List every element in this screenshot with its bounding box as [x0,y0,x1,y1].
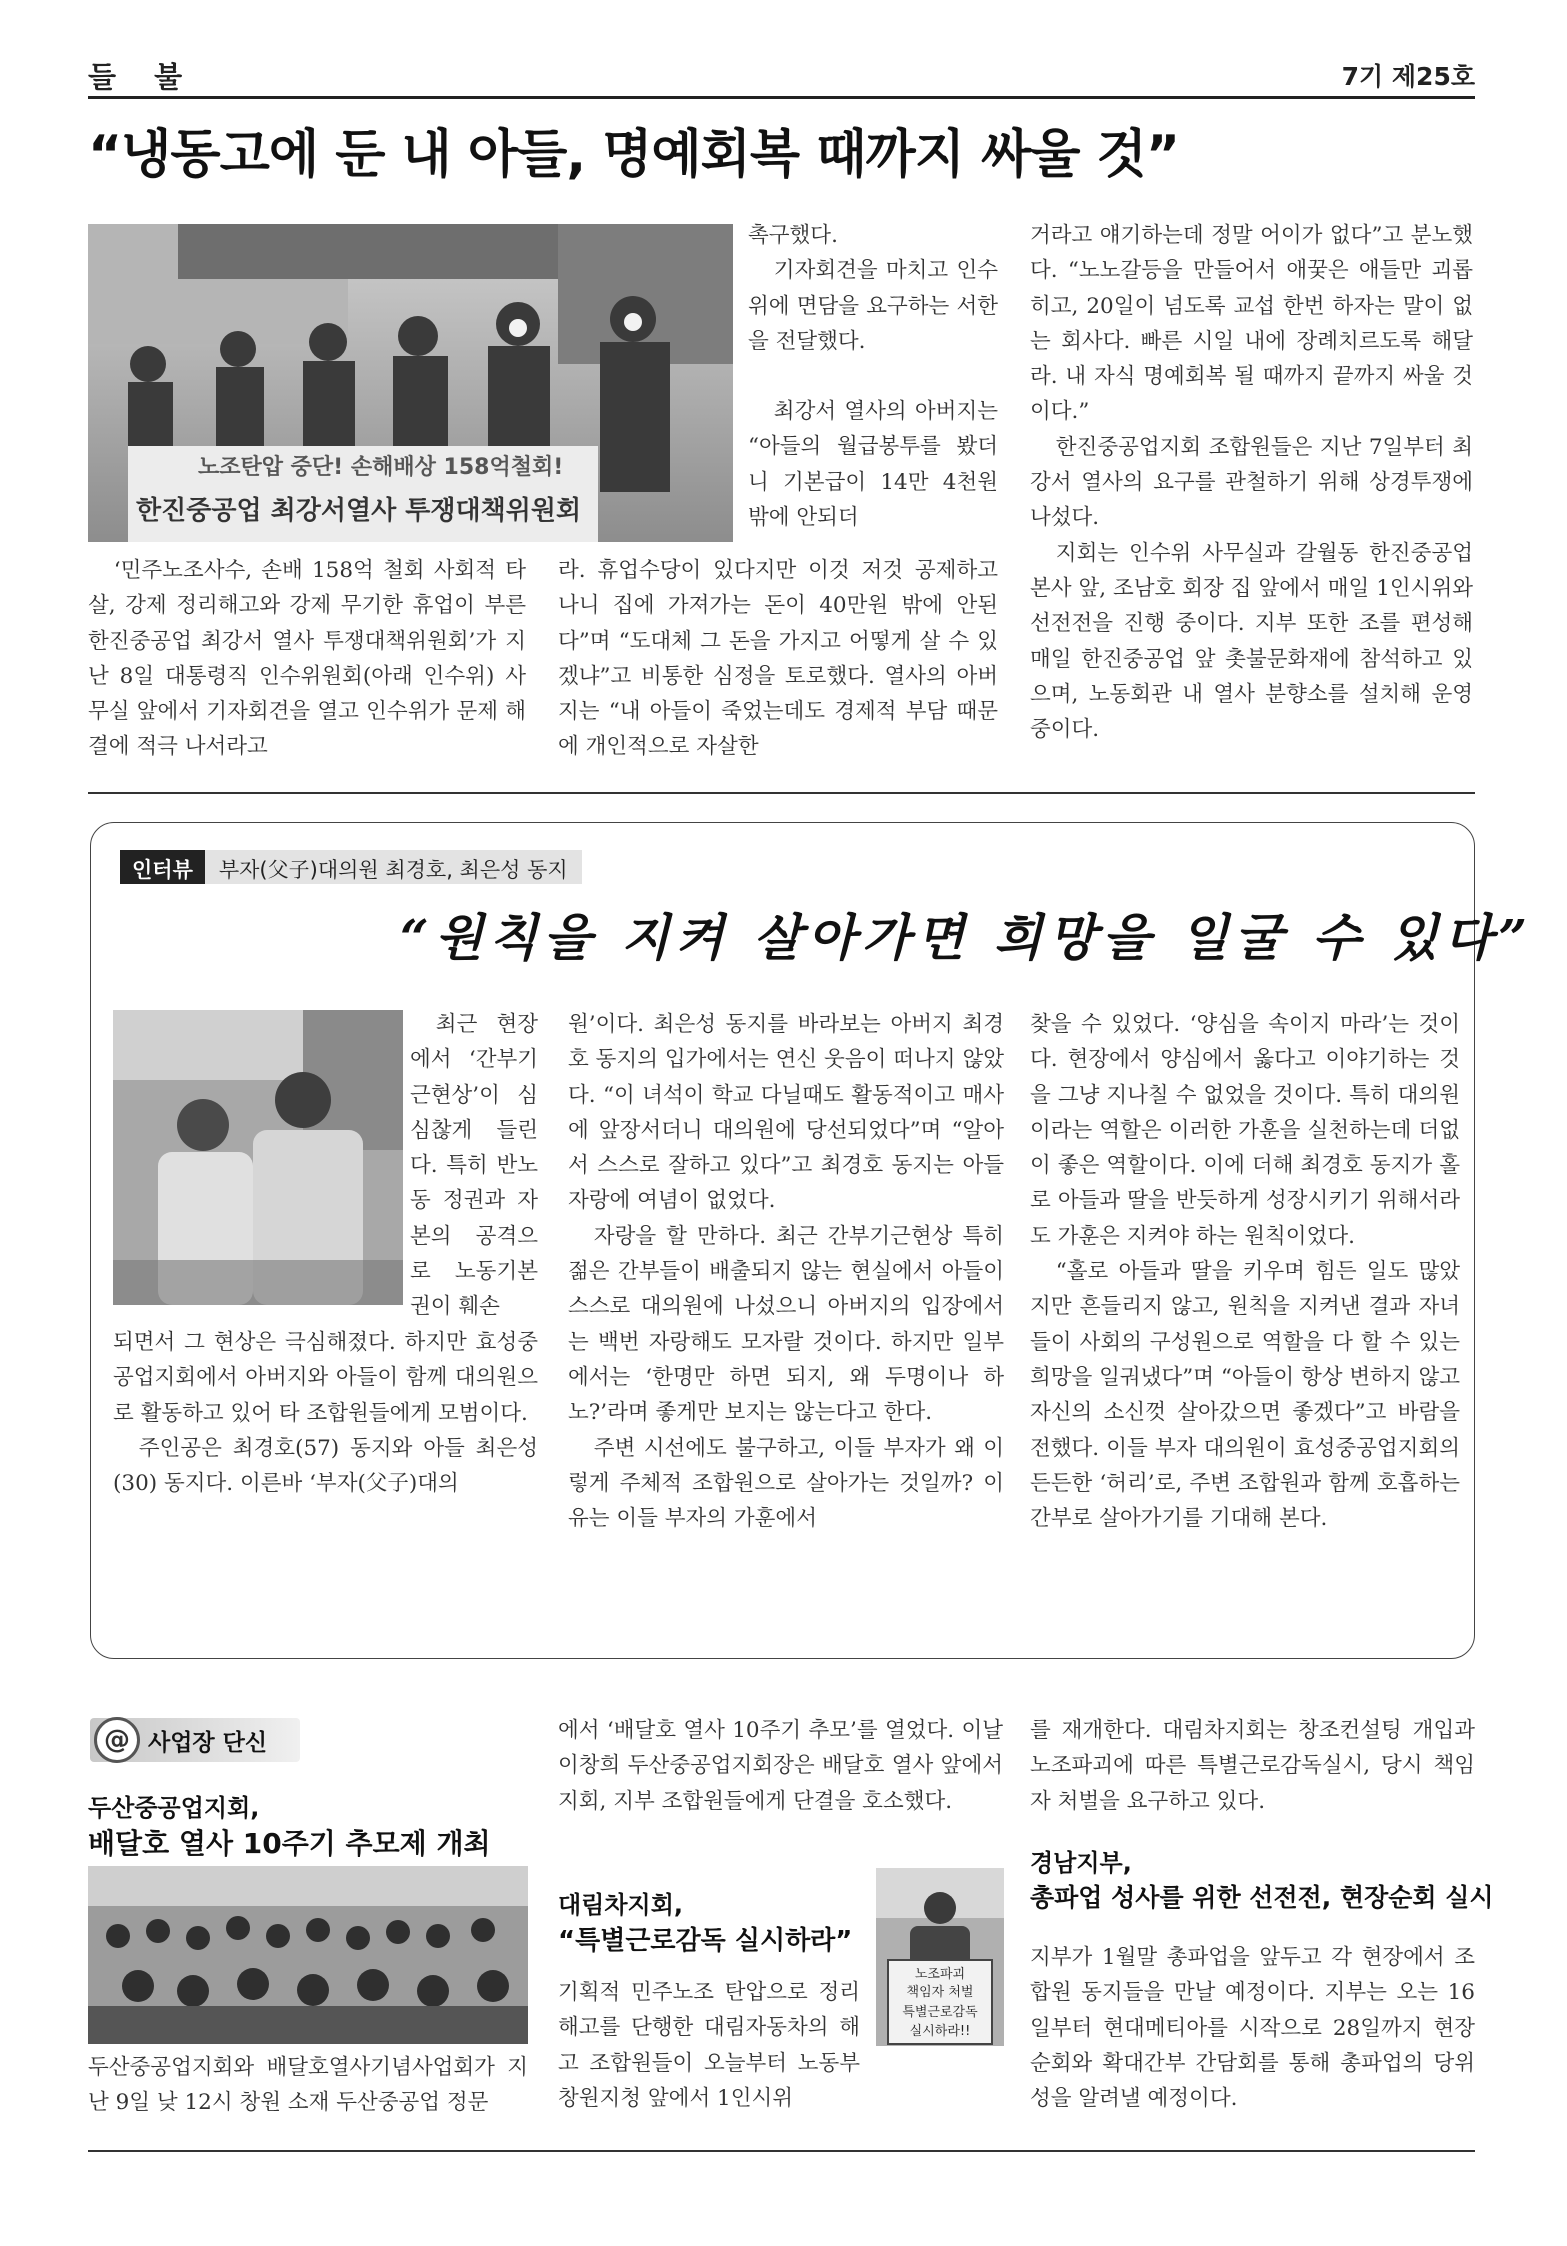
picket-photo [876,1868,1004,2046]
article1-col2-bottom: 라. 휴업수당이 있다지만 이것 저것 공제하고 나니 집에 가져가는 돈이 40만원 밖에 안된다”며 “도대체 그 돈을 가지고 어떻게 살 수 있겠냐”고 비통한 심정을 토로했다. 열사의 아버지는 “내 아들이 죽었는데도 경제적 부담 때문에 개인적으로 자살한 [558,558,998,760]
interview-label: 인터뷰 [120,850,205,884]
interview-col2: 원’이다. 최은성 동지를 바라보는 아버지 최경호 동지의 입가에서는 연신 웃음이 떠나지 않았다. “이 녀석이 학교 다닐때도 활동적이고 매사에 앞장서더니 대의원에 당선되었다”며 “알아서 스스로 잘하고 있다”고 최경호 동지는 아들 자랑에 여념이 없었다. 자랑을 할 만하다. 최근 간부기근현상 특히 젊은 간부들이 배출되지 않는 현실에서 아들이 스스로 대의원에 나섰으니 아버지의 입장에서는 백번 자랑해도 모자랄 것이다. 하지만 일부에서는 ‘한명만 하면 되지, 왜 두명이나 하노?’라며 좋게만 보지는 않는다고 한다. 주변 시선에도 불구하고, 이들 부자가 왜 이렇게 주체적 조합원으로 살아가는 것일까? 이유는 이들 부자의 가훈에서 [568,1012,1004,1532]
brief3-title-1: 경남지부, [1030,1849,1132,1877]
picket-sign-line-4: 실시하라!! [909,2024,971,2039]
brief1-title-2: 배달호 열사 10주기 추모제 개최 [88,1827,491,1860]
protest-photo-art [88,224,733,542]
issue-number: 7기 제25호 [1341,62,1475,91]
picket-photo-art [876,1868,1004,2046]
protest-photo [88,224,733,542]
brief1-title-1: 두산중공업지회, [88,1794,260,1822]
brief2-title-1: 대림차지회, [558,1891,684,1919]
brief2-text: 기획적 민주노조 탄압으로 정리해고를 단행한 대림자동차의 해고 조합원들이 오늘부터 노동부 창원지청 앞에서 1인시위 [558,1980,860,2111]
brief3-text: 지부가 1월말 총파업을 앞두고 각 현장에서 조합원 동지들을 만날 예정이다. 지부는 오는 16일부터 현대메티아를 시작으로 28일까지 현장순회와 확대간부 간담회를 통해 총파업의 당위성을 알려낼 예정이다. [1030,1945,1475,2112]
article1-col1: ‘민주노조사수, 손배 158억 철회 사회적 타살, 강제 정리해고와 강제 무기한 휴업이 부른 한진중공업 최강서 열사 투쟁대책위원회’가 지난 8일 대통령직 인수위원회(아래 인수위) 사무실 앞에서 기자회견을 열고 인수위가 문제 해결에 적극 나서라고 [88,558,526,760]
article1-col2-top: 촉구했다. 기자회견을 마치고 인수위에 면담을 요구하는 서한을 전달했다. 최강서 열사의 아버지는 “아들의 월급봉투를 봤더니 기본급이 14만 4천원 밖에 안되더 [748,223,998,531]
father-son-photo-art [113,1010,403,1305]
interview-col1-narrow: 최근 현장에서 ‘간부기근현상’이 심심찮게 들린다. 특히 반노동 정권과 자본의 공격으로 노동기본권이 훼손 [410,1012,538,1320]
father-son-photo [113,1010,403,1305]
paper-name: 들 불 [88,60,197,94]
protest-sign-1: 노조탄압 중단! 손해배상 158억철회! [198,455,564,480]
picket-sign-line-2: 책임자 처벌 [906,1985,974,2000]
article1-headline: “냉동고에 둔 내 아들, 명예회복 때까지 싸울 것” [88,125,1180,185]
brief1-text: 두산중공업지회와 배달호열사기념사업회가 지난 9일 낮 12시 창원 소재 두산중공업 정문 [88,2055,528,2116]
interview-quote: “원칙을 지켜 살아가면 희망을 일굴 수 있다” [400,908,1534,967]
interview-subject: 부자(父子)대의원 최경호, 최은성 동지 [205,850,582,884]
interview-col1-wide: 되면서 그 현상은 극심해졌다. 하지만 효성중공업지회에서 아버지와 아들이 함께 대의원으로 활동하고 있어 타 조합원들에게 모범이다. 주인공은 최경호(57) 동지와 아들 최은성(30) 동지다. 이른바 ‘부자(父子)대의 [113,1330,538,1497]
brief2-continued: 를 재개한다. 대림차지회는 창조컨설팅 개입과 노조파괴에 따른 특별근로감독실시, 당시 책임자 처벌을 요구하고 있다. [1030,1718,1475,1814]
brief3-title-2: 총파업 성사를 위한 선전전, 현장순회 실시 [1030,1883,1494,1912]
bottom-rule [88,2150,1475,2152]
briefs-section-label: 사업장 단신 [148,1729,268,1756]
memorial-photo [88,1866,528,2044]
at-sign-icon: @ [94,1717,140,1763]
brief1-continued: 에서 ‘배달호 열사 10주기 추모’를 열었다. 이날 이창희 두산중공업지회장은 배달호 열사 앞에서 지회, 지부 조합원들에게 단결을 호소했다. [558,1718,1003,1814]
picket-sign-line-3: 특별근로감독 [902,2005,978,2020]
header-rule [88,96,1475,99]
interview-tag [120,850,582,884]
brief2-title-2: “특별근로감독 실시하라” [558,1926,853,1956]
memorial-photo-art [88,1866,528,2044]
section-divider-1 [88,792,1475,794]
article1-col3: 거라고 얘기하는데 정말 어이가 없다”고 분노했다. “노노갈등을 만들어서 애꿎은 애들만 괴롭히고, 20일이 넘도록 교섭 한번 하자는 말이 없는 회사다. 빠른 시일 내에 장례치르도록 해달라. 내 자식 명예회복 될 때까지 끝까지 싸울 것이다.” 한진중공업지회 조합원들은 지난 7일부터 최강서 열사의 요구를 관철하기 위해 상경투쟁에 나섰다. 지회는 인수위 사무실과 갈월동 한진중공업 본사 앞, 조남호 회장 집 앞에서 매일 1인시위와 선전전을 진행 중이다. 지부 또한 조를 편성해 매일 한진중공업 앞 촛불문화재에 참석하고 있으며, 노동회관 내 열사 분향소를 설치해 운영 중이다. [1030,223,1473,743]
protest-sign-2: 한진중공업 최강서열사 투쟁대책위원회 [136,496,582,526]
briefs-section-tag [90,1718,300,1762]
interview-col3: 찾을 수 있었다. ‘양심을 속이지 마라’는 것이다. 현장에서 양심에서 옳다고 이야기하는 것을 그냥 지나칠 수 없었을 것이다. 특히 대의원이라는 역할은 이러한 가훈을 실천하는데 더없이 좋은 역할이다. 이에 더해 최경호 동지가 홀로 아들과 딸을 반듯하게 성장시키기 위해서라도 가훈은 지켜야 하는 원칙이었다. “홀로 아들과 딸을 키우며 힘든 일도 많았지만 흔들리지 않고, 원칙을 지켜낸 결과 자녀들이 사회의 구성원으로 역할을 다 할 수 있는 희망을 일궈냈다”며 “아들이 항상 변하지 않고 자신의 소신껏 살아갔으면 좋겠다”고 바람을 전했다. 이들 부자 대의원이 효성중공업지회의 든든한 ‘허리’로, 주변 조합원과 함께 호흡하는 간부로 살아가기를 기대해 본다. [1030,1012,1460,1532]
picket-sign-line-1: 노조파괴 [914,1967,966,1982]
